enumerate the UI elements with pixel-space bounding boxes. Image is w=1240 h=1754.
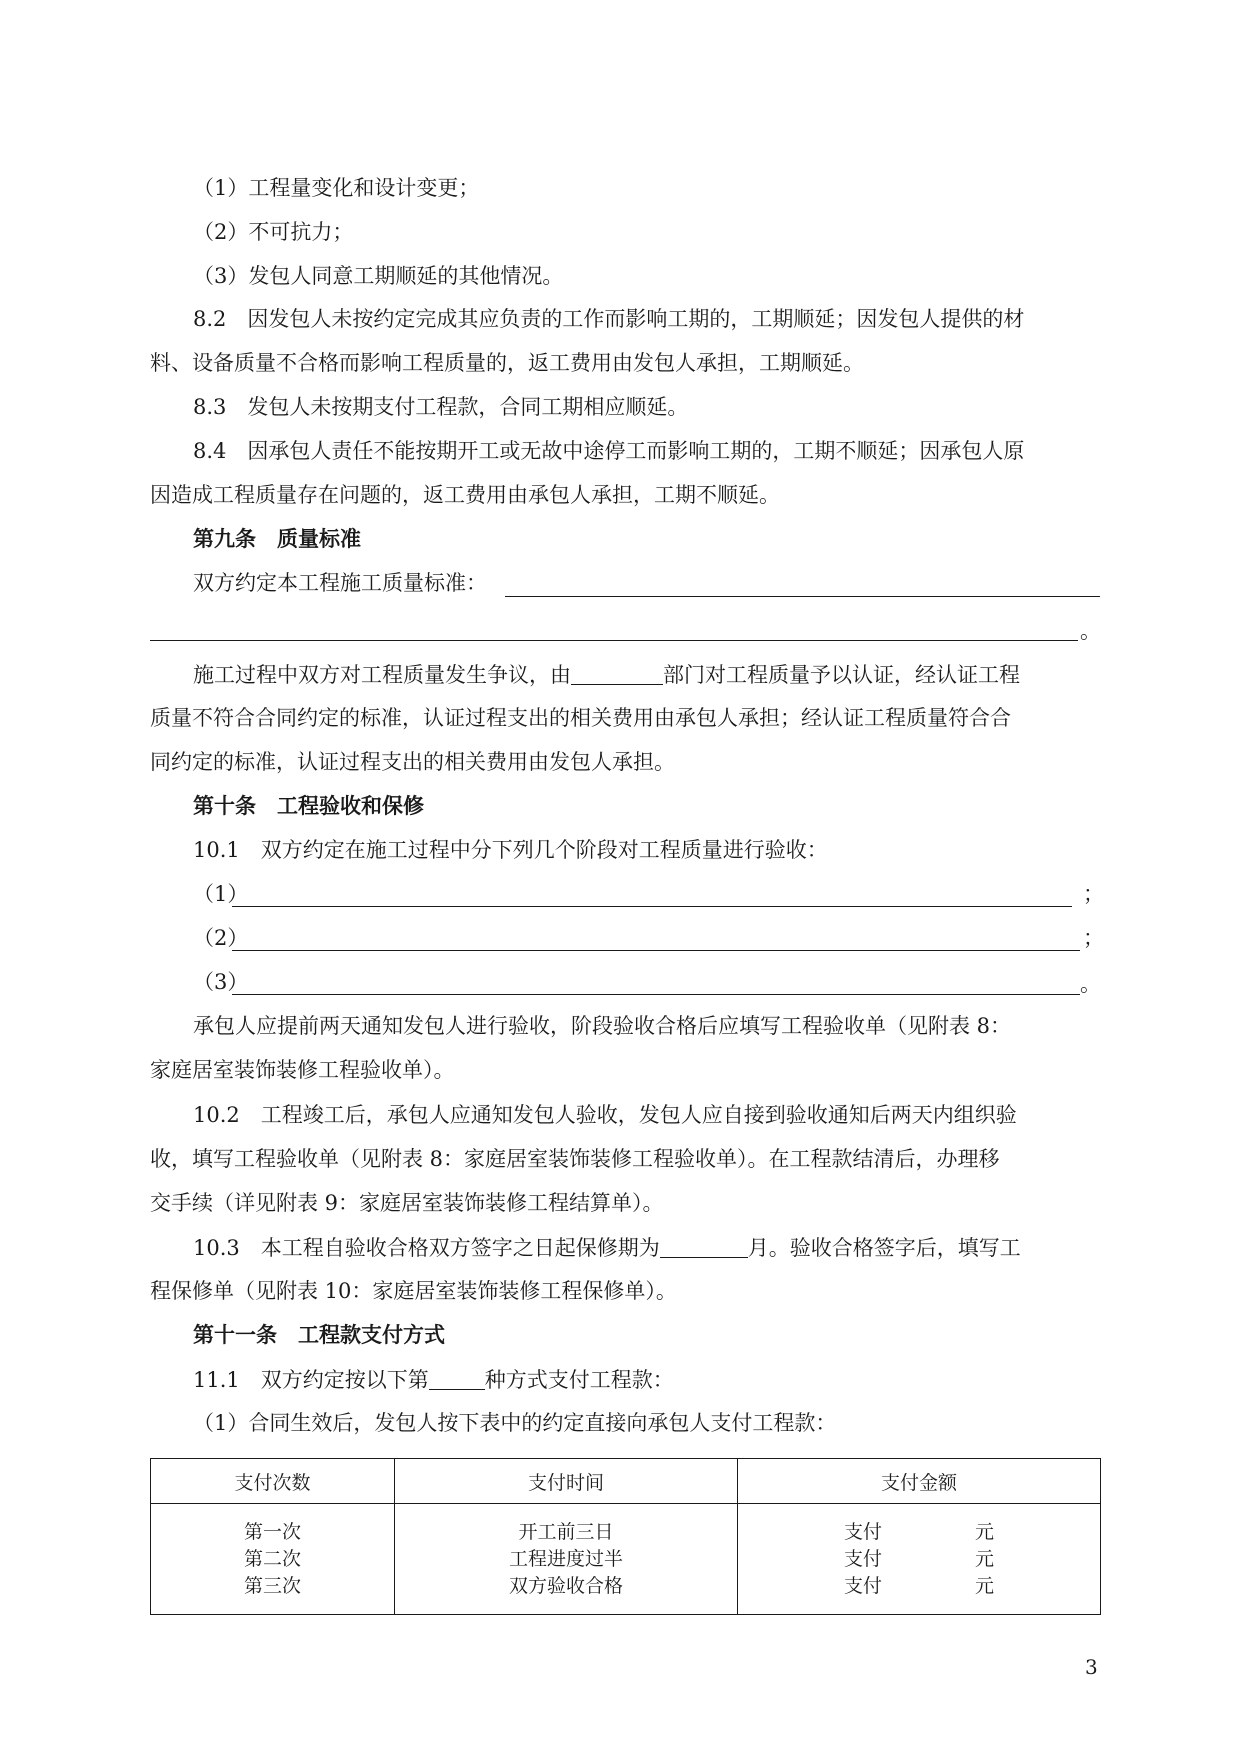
table-header: 支付次数 [151,1459,395,1504]
paragraph [193,662,1100,687]
paragraph: 收，填写工程验收单（见附表 8：家庭居室装饰装修工程验收单）。在工程款结清后，办理移 [150,1147,1000,1171]
page-number: 3 [1085,1655,1098,1679]
cell-text: 元 [974,1520,994,1543]
blank-field [571,662,663,685]
table-cell-times [151,1504,395,1615]
paragraph: （1）合同生效后，发包人按下表中的约定直接向承包人支付工程款： [193,1411,837,1435]
cell-text: 第一次 [243,1520,301,1543]
table-header: 支付时间 [395,1459,738,1504]
paragraph: 料、设备质量不合格而影响工程质量的，返工费用由发包人承担，工期顺延。 [150,351,864,375]
paragraph: 10.2 工程竣工后，承包人应通知发包人验收，发包人应自接到验收通知后两天内组织验 [193,1103,1017,1127]
cell-text: 双方验收合格 [508,1574,623,1597]
paragraph: 质量不符合合同约定的标准，认证过程支出的相关费用由承包人承担；经认证工程质量符合合 [150,706,1011,730]
paragraph: 程保修单（见附表 10：家庭居室装饰装修工程保修单）。 [150,1279,677,1303]
paragraph: （2）不可抗力； [193,220,354,244]
paragraph: 同约定的标准，认证过程支出的相关费用由发包人承担。 [150,750,675,774]
article-heading: 第九条 质量标准 [193,526,361,551]
text: 施工过程中双方对工程质量发生争议，由 [193,663,571,687]
cell-text: 第二次 [243,1547,301,1570]
cell-text: 元 [974,1574,994,1597]
paragraph: 因造成工程质量存在问题的，返工费用由承包人承担，工期不顺延。 [150,483,780,507]
article-heading: 第十条 工程验收和保修 [193,793,424,818]
paragraph: 10.1 双方约定在施工过程中分下列几个阶段对工程质量进行验收： [193,838,828,862]
paragraph: 双方约定本工程施工质量标准： [193,571,487,595]
blank-field [429,1367,485,1390]
semicolon-mark: ； [1083,926,1104,950]
cell-text: 支付 [844,1520,883,1543]
item-label: （3） [193,970,249,994]
item-label: （1） [193,882,249,906]
article-heading: 第十一条 工程款支付方式 [193,1322,445,1347]
table-row [151,1504,1101,1615]
paragraph: 承包人应提前两天通知发包人进行验收，阶段验收合格后应填写工程验收单（见附表 8： [193,1014,1012,1038]
semicolon-mark: ； [1083,882,1104,906]
text: 种方式支付工程款： [484,1368,674,1392]
cell-text: 支付 [844,1547,883,1570]
cell-text: 支付 [844,1574,883,1597]
cell-text: 工程进度过半 [508,1547,623,1570]
item-label: （2） [193,926,249,950]
paragraph: 家庭居室装饰装修工程验收单）。 [150,1058,455,1082]
paragraph: （3）发包人同意工期顺延的其他情况。 [193,264,564,288]
cell-text: 元 [974,1547,994,1570]
table-header: 支付金额 [738,1459,1101,1504]
text: 10.3 本工程自验收合格双方签字之日起保修期为 [193,1236,660,1260]
paragraph: 交手续（详见附表 9：家庭居室装饰装修工程结算单）。 [150,1191,664,1215]
cell-text: 开工前三日 [518,1520,614,1543]
blank-field [660,1235,748,1258]
text: 部门对工程质量予以认证，经认证工程 [663,663,1020,687]
blank-line [232,950,1080,951]
payment-table [150,1458,1101,1615]
paragraph: （1）工程量变化和设计变更； [193,176,480,200]
table-cell-time [395,1504,738,1615]
blank-line [150,640,1078,641]
text: 月。验收合格签字后，填写工 [747,1236,1021,1260]
period-mark: 。 [1080,972,1101,996]
blank-line [505,596,1100,597]
paragraph [193,1235,1100,1260]
paragraph: 8.4 因承包人责任不能按期开工或无故中途停工而影响工期的，工期不顺延；因承包人原 [193,439,1025,463]
paragraph: 8.3 发包人未按期支付工程款，合同工期相应顺延。 [193,395,689,419]
blank-line [232,994,1080,995]
period-mark: 。 [1080,619,1101,643]
table-cell-amount [738,1504,1101,1615]
paragraph: 8.2 因发包人未按约定完成其应负责的工作而影响工期的，工期顺延；因发包人提供的材 [193,307,1025,331]
blank-line [232,906,1072,907]
cell-text: 第三次 [243,1574,301,1597]
paragraph [193,1367,1100,1392]
text: 11.1 双方约定按以下第 [193,1368,429,1392]
